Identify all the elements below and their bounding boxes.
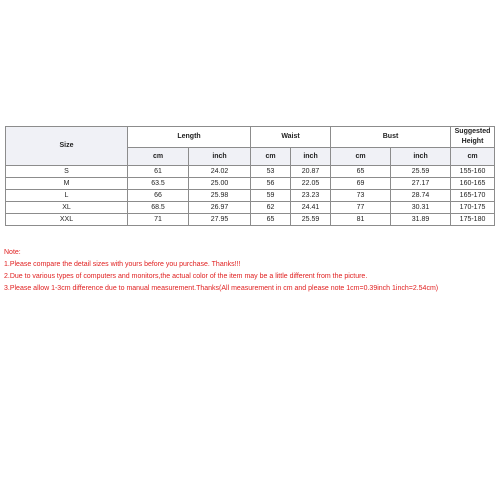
table-row [6,214,495,226]
waist-cm-cell: 59 [251,190,291,202]
size-chart-table [5,126,495,226]
waist-inch-cell: 25.59 [291,214,331,226]
length-cm-cell: 66 [128,190,189,202]
bust-cm-cell: 69 [331,178,391,190]
length-cm-cell: 68.5 [128,202,189,214]
waist-cm-cell: 53 [251,166,291,178]
waist-group-header: Waist [251,127,331,148]
size-cell: M [6,178,128,190]
unit-header: cm [251,148,291,166]
length-inch-cell: 26.97 [189,202,251,214]
unit-header: cm [128,148,189,166]
size-cell: XXL [6,214,128,226]
bust-cm-cell: 73 [331,190,391,202]
waist-cm-cell: 56 [251,178,291,190]
bust-inch-cell: 30.31 [391,202,451,214]
waist-inch-cell: 20.87 [291,166,331,178]
bust-inch-cell: 28.74 [391,190,451,202]
size-cell: XL [6,202,128,214]
unit-header: cm [331,148,391,166]
bust-inch-cell: 31.89 [391,214,451,226]
size-cell: S [6,166,128,178]
waist-inch-cell: 22.05 [291,178,331,190]
bust-cm-cell: 77 [331,202,391,214]
length-inch-cell: 27.95 [189,214,251,226]
unit-header: inch [291,148,331,166]
waist-cm-cell: 62 [251,202,291,214]
table-row [6,166,495,178]
table-row [6,202,495,214]
height-cm-cell: 160-165 [451,178,495,190]
bust-inch-cell: 27.17 [391,178,451,190]
length-cm-cell: 63.5 [128,178,189,190]
waist-cm-cell: 65 [251,214,291,226]
size-cell: L [6,190,128,202]
height-cm-cell: 165-170 [451,190,495,202]
length-group-header: Length [128,127,251,148]
notes-block [4,247,498,295]
unit-header: inch [391,148,451,166]
size-column-header: Size [6,127,128,166]
length-cm-cell: 61 [128,166,189,178]
table-header-row [6,127,495,148]
height-group-header: Suggested Height [451,127,495,148]
bust-cm-cell: 81 [331,214,391,226]
height-cm-cell: 155-160 [451,166,495,178]
waist-inch-cell: 23.23 [291,190,331,202]
note-title: Note: [4,249,21,256]
length-cm-cell: 71 [128,214,189,226]
waist-inch-cell: 24.41 [291,202,331,214]
table-row [6,178,495,190]
note-line: 3.Please allow 1-3cm difference due to manual measurement.Thanks(All measurement in cm and please note 1cm=0.39inch 1inch=2.54cm) [4,285,439,292]
table-row [6,190,495,202]
length-inch-cell: 25.98 [189,190,251,202]
note-line: 1.Please compare the detail sizes with yours before you purchase. Thanks!!! [4,261,241,268]
length-inch-cell: 24.02 [189,166,251,178]
bust-inch-cell: 25.59 [391,166,451,178]
length-inch-cell: 25.00 [189,178,251,190]
bust-group-header: Bust [331,127,451,148]
height-cm-cell: 175-180 [451,214,495,226]
note-line: 2.Due to various types of computers and monitors,the actual color of the item may be a little different from the picture. [4,273,368,280]
bust-cm-cell: 65 [331,166,391,178]
unit-header: inch [189,148,251,166]
height-cm-cell: 170-175 [451,202,495,214]
unit-header: cm [451,148,495,166]
